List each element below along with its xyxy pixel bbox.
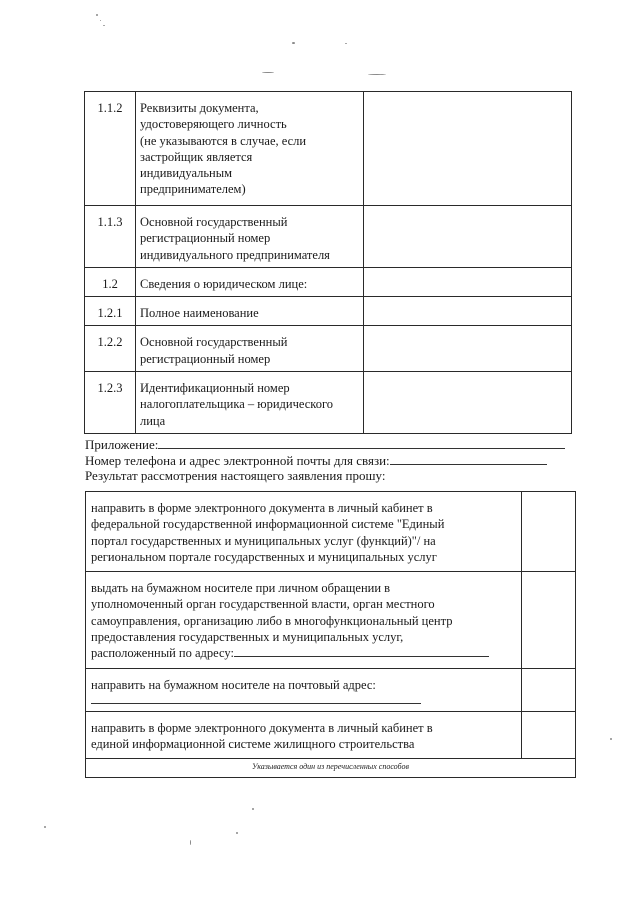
scan-speck <box>292 42 295 44</box>
option-checkbox[interactable] <box>522 711 576 759</box>
row-number: 1.2.1 <box>85 297 136 326</box>
value-cell[interactable] <box>364 372 572 434</box>
row-label: Основной государственный регистрационный номер <box>136 326 364 372</box>
row-label: Основной государственный регистрационный номер индивидуального предпринимателя <box>136 206 364 268</box>
value-cell[interactable] <box>364 92 572 206</box>
scan-speck <box>96 14 98 16</box>
value-cell[interactable] <box>364 326 572 372</box>
row-label: Реквизиты документа, удостоверяющего личность (не указываются в случае, если застройщик является индивидуальным предпринимателем) <box>136 92 364 206</box>
postal-address-field[interactable] <box>91 695 421 704</box>
table-row <box>86 759 576 778</box>
option-text: направить в форме электронного документа в личный кабинет в единой информационной системе жилищного строительства <box>86 711 522 759</box>
option-text: направить в форме электронного документа в личный кабинет в федеральной государственной информационной системе "Единый портал государственных и муниципальных услуг (функций)"/ на региональном портале государственных и муниципальных услуг <box>86 492 522 572</box>
table-row <box>86 711 576 759</box>
result-line <box>85 468 575 484</box>
applicant-details-table <box>84 91 572 434</box>
scan-speck <box>368 74 386 75</box>
option-checkbox[interactable] <box>522 492 576 572</box>
option-checkbox[interactable] <box>522 668 576 711</box>
scan-speck <box>262 72 274 73</box>
scan-speck <box>190 840 191 845</box>
result-method-table <box>85 491 576 778</box>
contact-field[interactable] <box>390 452 547 465</box>
row-label: Полное наименование <box>136 297 364 326</box>
row-label: Сведения о юридическом лице: <box>136 267 364 296</box>
table-row <box>85 267 572 296</box>
table-row <box>85 92 572 206</box>
table-row <box>86 668 576 711</box>
table-row <box>85 206 572 268</box>
attachment-field[interactable] <box>158 436 565 449</box>
table-note: Указывается один из перечисленных способов <box>86 759 576 778</box>
row-number: 1.2 <box>85 267 136 296</box>
option-text: выдать на бумажном носителе при личном обращении в уполномоченный орган государственной власти, орган местного самоуправления, организацию либо в многофункциональный центр предоставления государственных и муниципальных услуг, расположенный по адресу: <box>86 572 522 668</box>
scan-speck <box>236 832 238 834</box>
value-cell[interactable] <box>364 297 572 326</box>
scan-speck <box>44 826 46 828</box>
address-field[interactable] <box>234 645 489 657</box>
value-cell[interactable] <box>364 267 572 296</box>
scan-speck <box>103 25 105 26</box>
row-number: 1.1.3 <box>85 206 136 268</box>
table-row <box>85 297 572 326</box>
scan-speck <box>100 20 101 21</box>
row-number: 1.2.3 <box>85 372 136 434</box>
table-row <box>85 326 572 372</box>
contact-line <box>85 452 575 469</box>
attachment-label: Приложение: <box>85 437 159 452</box>
scan-speck <box>252 808 254 810</box>
table-row <box>86 492 576 572</box>
row-number: 1.1.2 <box>85 92 136 206</box>
contact-label: Номер телефона и адрес электронной почты для связи: <box>85 453 390 468</box>
row-number: 1.2.2 <box>85 326 136 372</box>
table-row <box>86 572 576 668</box>
row-label: Идентификационный номер налогоплательщика – юридического лица <box>136 372 364 434</box>
scan-speck <box>610 738 612 740</box>
result-label: Результат рассмотрения настоящего заявления прошу: <box>85 468 386 483</box>
option-checkbox[interactable] <box>522 572 576 668</box>
attachment-line <box>85 436 575 453</box>
option-text: направить на бумажном носителе на почтовый адрес: <box>86 668 522 711</box>
table-row <box>85 372 572 434</box>
scan-speck <box>345 43 347 44</box>
value-cell[interactable] <box>364 206 572 268</box>
